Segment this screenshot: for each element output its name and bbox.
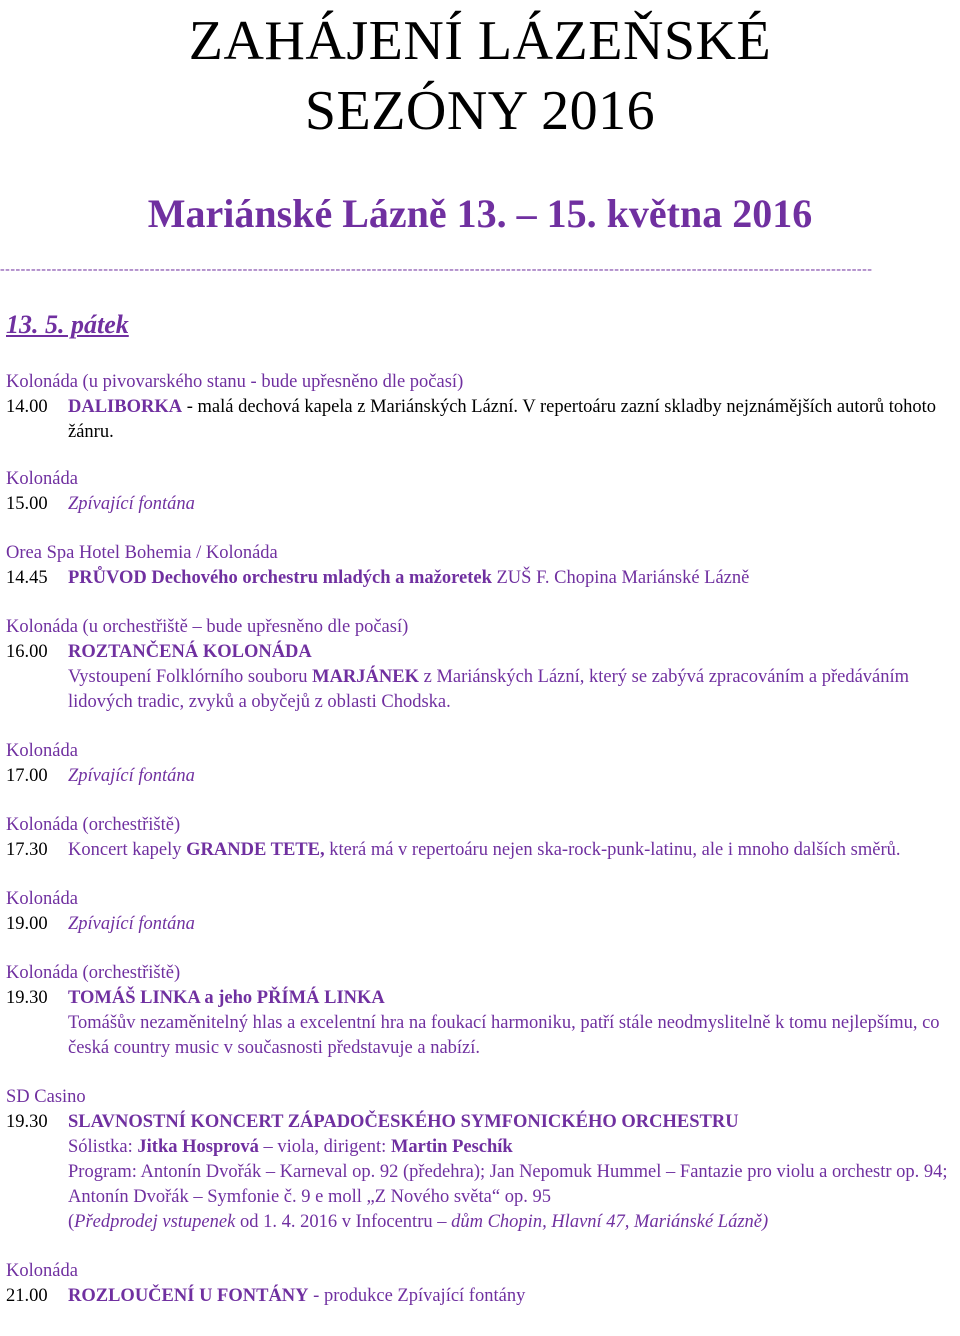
event-title: TOMÁŠ LINKA a jeho PŘÍMÁ LINKA: [68, 988, 385, 1008]
day-heading: 13. 5. pátek: [6, 310, 129, 339]
event-time: 17.00: [6, 766, 48, 786]
event-venue: Kolonáda: [6, 1261, 78, 1281]
event-time: 19.00: [6, 914, 48, 934]
event-text: - produkce Zpívající fontány: [308, 1286, 526, 1306]
event-description: [68, 986, 956, 1061]
event-item: [6, 541, 956, 591]
presale-label: Předprodej vstupenek: [74, 1212, 236, 1232]
event-venue: Kolonáda (u pivovarského stanu - bude upřesněno dle počasí): [6, 372, 464, 392]
event-time: 15.00: [6, 494, 48, 514]
event-description: [68, 838, 956, 863]
presale-open: (: [68, 1212, 75, 1232]
soloist-name: Jitka Hosprová: [137, 1137, 259, 1157]
event-title: ROZTANČENÁ KOLONÁDA: [68, 642, 312, 662]
event-item: [6, 739, 956, 789]
presale-text: od 1. 4. 2016 v Infocentru –: [235, 1212, 452, 1232]
event-text: ZUŠ F. Chopina Mariánské Lázně: [491, 568, 750, 588]
event-title: Zpívající fontána: [68, 494, 195, 514]
presale-place: dům Chopin, Hlavní 47, Mariánské Lázně): [451, 1212, 769, 1232]
event-time: 17.30: [6, 840, 48, 860]
event-description: [68, 566, 956, 591]
event-list: [6, 370, 956, 1333]
event-venue: Kolonáda: [6, 741, 78, 761]
event-text: Koncert kapely: [68, 840, 187, 860]
program-text: Program: Antonín Dvořák – Karneval op. 92 (předehra); Jan Nepomuk Hummel – Fantazie pro violu a orchestr op. 94; Antonín Dvořák – Symfonie č. 9 e moll „Z Nového světa“ op. 95: [68, 1162, 948, 1207]
event-item: [6, 615, 956, 715]
event-venue: Orea Spa Hotel Bohemia / Kolonáda: [6, 543, 278, 563]
event-text: z Mariánských Lázní, který se zabývá zpracováním a předáváním lidových tradic, zvyků a obyčejů z oblasti Chodska.: [68, 667, 910, 712]
event-time: 16.00: [6, 642, 48, 662]
event-text-bold: GRANDE TETE,: [186, 840, 325, 860]
event-item: [6, 813, 956, 863]
event-text-bold: MARJÁNEK: [312, 667, 419, 687]
event-venue: Kolonáda: [6, 469, 78, 489]
event-item: [6, 370, 956, 445]
event-title: DALIBORKA: [68, 397, 183, 417]
event-item: [6, 1085, 956, 1235]
event-text: - malá dechová kapela z Mariánských Lázní. V repertoáru zazní skladby nejznámějších autorů tohoto žánru.: [68, 397, 937, 442]
event-venue: Kolonáda (orchestřiště): [6, 815, 181, 835]
event-text: která má v repertoáru nejen ska-rock-punk-latinu, ale i mnoho dalších směrů.: [324, 840, 901, 860]
event-title: ROZLOUČENÍ U FONTÁNY: [68, 1286, 309, 1306]
event-item: [6, 1259, 956, 1309]
title-line-2: SEZÓNY 2016: [304, 80, 656, 142]
event-description: [68, 640, 956, 715]
event-time: 19.30: [6, 988, 48, 1008]
event-venue: Kolonáda: [6, 889, 78, 909]
event-title: SLAVNOSTNÍ KONCERT ZÁPADOČESKÉHO SYMFONICKÉHO ORCHESTRU: [68, 1112, 739, 1132]
separator-line: -------------------------------------------------------------------------------------------------------------------------------------------------------------------------: [0, 262, 873, 277]
event-time: 14.45: [6, 568, 48, 588]
event-text: Tomášův nezaměnitelný hlas a excelentní hra na foukací harmoniku, patří stále neodmyslitelně k tomu nejlepšímu, co česká country music v současnosti představuje a nabízí.: [68, 1013, 940, 1058]
event-item: [6, 467, 956, 517]
event-item: [6, 887, 956, 937]
event-time: 14.00: [6, 397, 48, 417]
event-description: [68, 1110, 956, 1235]
event-venue: SD Casino: [6, 1087, 86, 1107]
event-venue: Kolonáda (u orchestřiště – bude upřesněno dle počasí): [6, 617, 409, 637]
page-subtitle: Mariánské Lázně 13. – 15. května 2016: [147, 191, 813, 236]
soloist-label: Sólistka:: [68, 1137, 138, 1157]
event-description: [68, 1284, 956, 1309]
event-venue: Kolonáda (orchestřiště): [6, 963, 181, 983]
event-time: 21.00: [6, 1286, 48, 1306]
event-title: Zpívající fontána: [68, 914, 195, 934]
event-text: Vystoupení Folklórního souboru: [68, 667, 313, 687]
event-item: [6, 961, 956, 1061]
event-description: [68, 395, 956, 445]
event-title: PRŮVOD Dechového orchestru mladých a mažoretek: [68, 568, 492, 588]
page-title: [0, 0, 960, 146]
title-line-1: ZAHÁJENÍ LÁZEŇSKÉ: [188, 10, 772, 72]
event-time: 19.30: [6, 1112, 48, 1132]
conductor-name: Martin Peschík: [390, 1137, 513, 1157]
soloist-role: – viola, dirigent:: [258, 1137, 391, 1157]
event-title: Zpívající fontána: [68, 766, 195, 786]
